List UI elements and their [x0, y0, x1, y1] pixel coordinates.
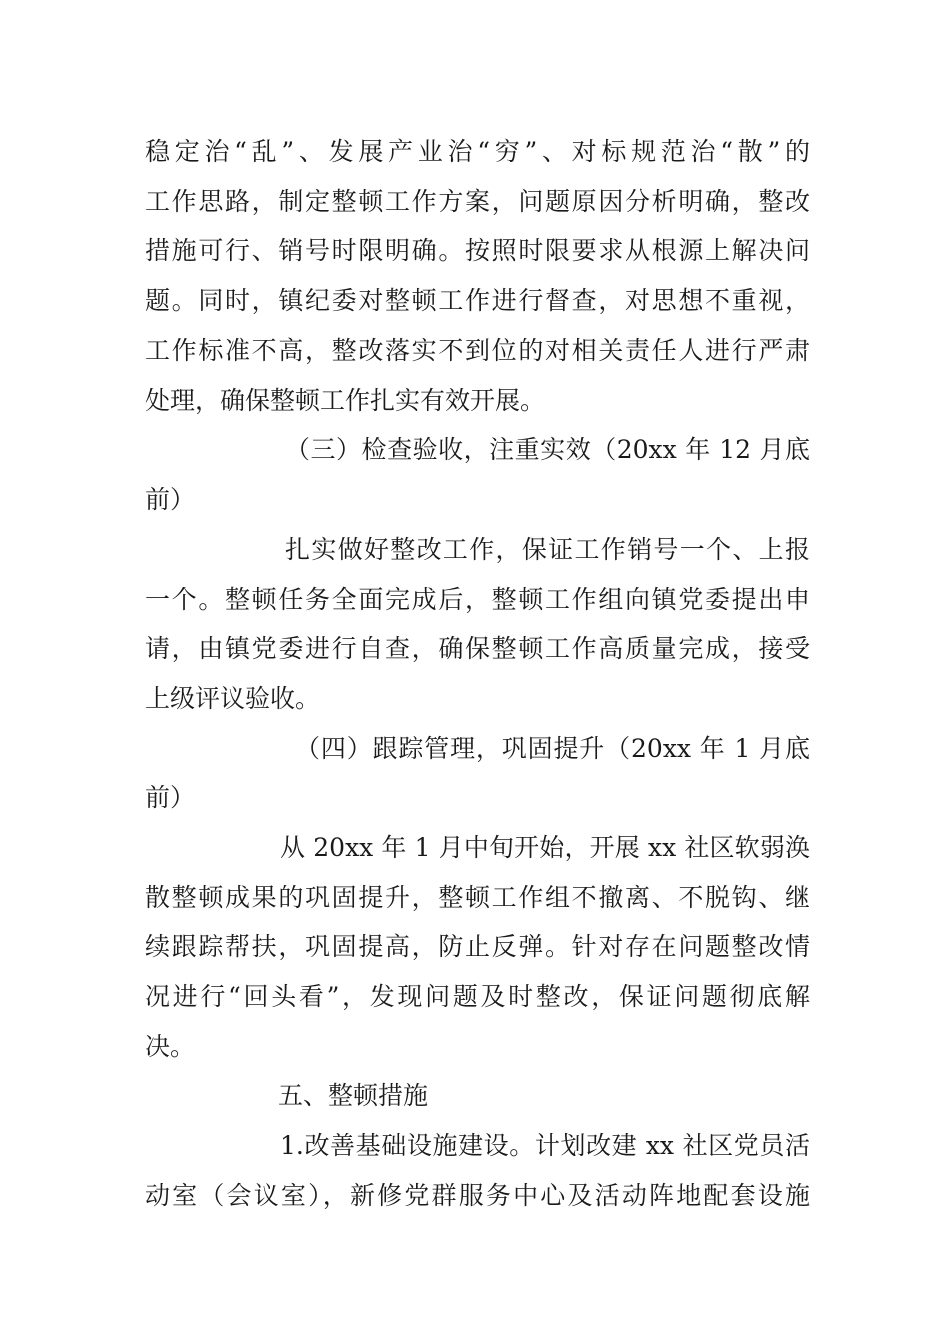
paragraph-line: 一个。整顿任务全面完成后，整顿工作组向镇党委提出申	[145, 585, 810, 614]
paragraph-line: 1.改善基础设施建设。计划改建 xx 社区党员活	[280, 1131, 810, 1160]
paragraph-line: 题。同时，镇纪委对整顿工作进行督查，对思想不重视，	[145, 286, 810, 315]
paragraph-line: 请，由镇党委进行自查，确保整顿工作高质量完成，接受	[145, 634, 810, 663]
section-heading-four-cont: 前）	[145, 783, 196, 812]
paragraph-line: 工作思路，制定整顿工作方案，问题原因分析明确，整改	[145, 187, 810, 216]
paragraph-line: 决。	[145, 1032, 196, 1061]
paragraph-line: 续跟踪帮扶，巩固提高，防止反弹。针对存在问题整改情	[145, 932, 810, 961]
section-heading-three-cont: 前）	[145, 485, 196, 514]
paragraph-line: 处理，确保整顿工作扎实有效开展。	[145, 386, 546, 415]
section-heading-four: （四）跟踪管理，巩固提升（20xx 年 1 月底	[295, 734, 810, 763]
section-heading-three: （三）检查验收，注重实效（20xx 年 12 月底	[285, 435, 810, 464]
paragraph-line: 措施可行、销号时限明确。按照时限要求从根源上解决问	[145, 236, 810, 265]
paragraph-line: 扎实做好整改工作，保证工作销号一个、上报	[285, 535, 810, 564]
paragraph-line: 动室（会议室），新修党群服务中心及活动阵地配套设施	[145, 1181, 810, 1210]
paragraph-line: 从 20xx 年 1 月中旬开始，开展 xx 社区软弱涣	[280, 833, 810, 862]
paragraph-line: 工作标准不高，整改落实不到位的对相关责任人进行严肃	[145, 336, 810, 365]
section-heading-five: 五、整顿措施	[278, 1081, 429, 1110]
paragraph-line: 散整顿成果的巩固提升，整顿工作组不撤离、不脱钩、继	[145, 883, 810, 912]
paragraph-line: 上级评议验收。	[145, 684, 321, 713]
paragraph-line: 稳定治“乱”、发展产业治“穷”、对标规范治“散”的	[145, 137, 810, 166]
paragraph-line: 况进行“回头看”，发现问题及时整改，保证问题彻底解	[145, 982, 810, 1011]
